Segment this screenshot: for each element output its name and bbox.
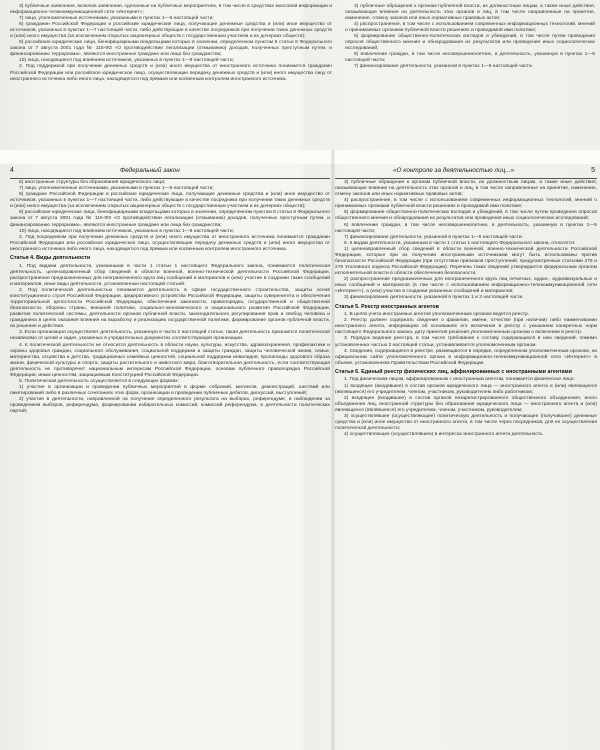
paragraph: 4) распространение, в том числе с использованием современных информационных технологий, мнений о принимаемых органами публичной власти решениях и проводимой ими политике; [335, 198, 597, 210]
paragraph: 1. Под физическим лицом, аффилированным с иностранным агентом, понимается физическое лицо: [344, 377, 575, 383]
paragraph: 2) участие в деятельности, направленной на получение определенного результата на выборах, референдуме, в наблюдении за проведением выборов, референдума, формировании избирательных комиссий, комиссий референдума, в деятельности политических партий; [10, 397, 330, 415]
article-5-heading: Статья 5. Реестр иностранных агентов [335, 304, 439, 311]
left-page-header [10, 164, 330, 179]
paragraph: 1) входящее (входившее) в состав органов юридического лица — иностранного агента и (или) являющееся (являвшееся) его учредителем, членом, участником, руководителем либо работником; [335, 383, 597, 395]
top-paragraph: 3) публичные обращения к органам публичной власти, их должностным лицам, а также иные действия, оказывающие влияние на деятельность этих органов и лиц, в том числе направленные на принятие, изменение, отмену законов или иных нормативных правовых актов; [345, 4, 595, 22]
top-paragraph: 7) лица, уполномоченные источниками, указанными в пунктах 1—6 настоящей части; [19, 16, 214, 22]
paragraph: 7) финансирование деятельности, указанной в пунктах 1—6 настоящей части. [344, 234, 524, 240]
paragraph: 2) распространение предназначенных для неограниченного круга лиц печатных, аудио-, аудиовизуальных и иных сообщений и материалов (в том числе с использованием информационно-телекоммуникационной сети «Интернет»), а (или) участие в создании указанных сообщений и материалов; [335, 277, 597, 295]
paragraph: 4. К политической деятельности не относится деятельность в области науки, культуры, искусства, здравоохранения, профилактики и охраны здоровья граждан, социального обслуживания, социальной поддержки и защиты граждан, защиты человеческой жизни, семьи, материнства, отцовства и детства, традиционных семейных ценностей, социальной поддержки инвалидов, пропаганды здорового образа жизни, физической культуры и спорта, защиты растительного и животного мира, благотворительная деятельность, если соответствующая деятельность не противоречит национальным интересам Российской Федерации, основам публичного правопорядка Российской Федерации, иным ценностям, защищаемым Конституцией Российской Федерации. [10, 342, 330, 378]
article-6-heading: Статья 6. Единый реестр физических лиц, аффилированных с иностранными агентами [335, 369, 572, 376]
top-left-column [10, 4, 332, 83]
paragraph: 3) публичные обращения к органам публичной власти, их должностным лицам, а также иные действия, оказывающие влияние на деятельность этих органов и лиц, в том числе направленные на принятие, изменение, отмену законов или иных нормативных правовых актов; [335, 180, 597, 198]
paragraph: 2. Под политической деятельностью понимается деятельность в сфере государственного строительства, защиты основ конституционного строя Российской Федерации, федеративного устройства Российской Федерации, защиты суверенитета и обеспечения территориальной целостности Российской Федерации, обеспечения законности, правопорядка, государственной и общественной безопасности, обороны страны, внешней политики, социально-экономического и национального развития Российской Федерации, развития политической системы, деятельности органов публичной власти, законодательного регулирования прав и свобод человека и гражданина в целях оказания влияния на выработку и реализацию государственной политики, формирование органов публичной власти, их решения и действия. [10, 287, 330, 330]
paragraph: 7) лица, уполномоченные источниками, указанными в пунктах 1—6 настоящей части; [19, 186, 214, 192]
paragraph: 4) осуществляющее (осуществлявшее) в интересах иностранного агента деятельность [344, 432, 543, 438]
top-paragraph: 3) публичные заявления, включая заявления, сделанные на публичных мероприятиях, в том числе в средствах массовой информации и информационно-телекоммуникационной сети «Интернет»; [10, 4, 332, 16]
top-right-column [345, 4, 595, 71]
left-page-column [10, 180, 330, 415]
article-4-heading: Статья 4. Виды деятельности [10, 255, 91, 262]
right-page-header [335, 164, 597, 179]
paragraph: 2. Реестр должен содержать сведения о фамилии, имени, отчестве (при наличии) либо наименовании иностранного агента, информацию об основаниях его включения в реестр с указанием конкретных норм настоящего Федерального закона, дату принятия решения уполномоченным органом о включении в реестр. [335, 318, 597, 336]
top-paragraph: 5) формирование общественно-политических взглядов и убеждений, в том числе путем проведения опросов общественного мнения и обнародования их результатов или проведения иных социологических исследований; [345, 34, 595, 52]
top-paragraph: 6) вовлечение граждан, в том числе несовершеннолетних, в деятельность, указанную в пунктах 1—5 настоящей части; [345, 52, 595, 64]
top-paragraph: 9) российские юридические лица, бенефициарными владельцами которых в значении, определенном пунктом 8 статьи 6 Федерального закона от 7 августа 2001 года № 115-ФЗ «О противодействии легализации (отмыванию) доходов, полученных преступным путем, и финансированию терроризма», являются иностранные граждане или лица без гражданства; [10, 40, 332, 58]
paragraph: 6. К видам деятельности, указанным в части 1 статьи 1 настоящего Федерального закона, относятся: [344, 240, 576, 246]
paragraph: 1. Под видами деятельности, указанными в части 1 статьи 1 настоящего Федерального закона, понимаются политическая деятельность, целенаправленный сбор сведений в области военной, военно-технической деятельности Российской Федерации, распространение предназначенных для неограниченного круга лиц сообщений и материалов и (или) участие в создании таких сообщений и материалов, иные виды деятельности, установленные настоящей статьей. [10, 263, 330, 287]
paragraph: 3. Порядок ведения реестра, в том числе требования к составу содержащихся в нем сведений, помимо установленных частью 2 настоящей статьи, устанавливается уполномоченным органом. [335, 336, 597, 348]
paragraph: 1) участие в организации и проведении публичных мероприятий в форме собраний, митингов, демонстраций, шествий или пикетирований либо в различных сочетаниях этих форм, организации и проведении публичных дебатов, дискуссий, выступлений; [10, 385, 330, 397]
right-page-column [335, 180, 597, 438]
right-running-title: «О контроле за деятельностью лиц...» [393, 167, 515, 174]
paragraph: 2. Под посредником при получении денежных средств и (или) иного имущества от иностранного источника понимается гражданин Российской Федерации или российское юридическое лицо, осуществляющие передачу денежных средств и (или) иного имущества от иностранного источника либо иного лица, находящегося под прямым или косвенным контролем иностранного источника. [10, 234, 330, 252]
paragraph: 9) российские юридические лица, бенефициарными владельцами которых в значении, определенном пунктом 8 статьи 6 Федерального закона от 7 августа 2001 года № 115-ФЗ «О противодействии легализации (отмыванию) доходов, полученных преступным путем, и финансированию терроризма», являются иностранные граждане или лица без гражданства; [10, 210, 330, 228]
top-paragraph: 4) распространение, в том числе с использованием современных информационных технологий, мнений о принимаемых органами публичной власти решениях и проводимой ими политике; [345, 22, 595, 34]
top-paragraph: 8) гражданин Российской Федерации и российские юридические лица, получающие денежные средства и (или) иное имущество от источников, указанных в пунктах 1—7 настоящей части, либо действующие в качестве посредников при получении таких денежных средств и (или) иного имущества (за исключением открытых акционерных обществ с государственным участием и их дочерних обществ); [10, 22, 332, 40]
paragraph: 1) целенаправленный сбор сведений в области военной, военно-технической деятельности Российской Федерации, которые при их получении иностранными источниками могут быть использованы против безопасности Российской Федерации (при отсутствии признаков преступлений, предусмотренных статьями 275 и 276 Уголовного кодекса Российской Федерации). Перечень таких сведений утверждается федеральным органом исполнительной власти в области обеспечения безопасности; [335, 246, 597, 277]
top-paragraph: 7) финансирование деятельности, указанной в пунктах 1—6 настоящей части. [354, 64, 534, 70]
paragraph: 8) граждане Российской Федерации и российские юридические лица, получающие денежные средства и (или) иное имущество от источников, указанных в пунктах 1—7 настоящей части, либо действующие в качестве посредника при получении таких денежных средств и (или) иного имущества (за исключением открытых акционерных обществ с государственным участием и их дочерних обществ); [10, 192, 330, 210]
left-page-number: 4 [10, 167, 14, 174]
left-running-title: Федеральный закон [120, 167, 180, 174]
paragraph: 2) входящее (входившее) в состав органов незарегистрированного общественного объединения, иного объединения лиц, иностранной структуры без образования юридического лица — иностранного агента и (или) являющееся (являвшееся) его учредителем, членом, участником, руководителем; [335, 395, 597, 413]
paragraph: 4. Сведения, содержащиеся в реестре, размещаются в порядке, определенном уполномоченным органом, на официальном сайте уполномоченного органа в информационно-телекоммуникационной сети «Интернет» в объеме, установленном Правительством Российской Федерации. [335, 348, 597, 366]
paragraph: 6) вовлечение граждан, в том числе несовершеннолетних, в деятельность, указанную в пунктах 1—5 настоящей части; [335, 222, 597, 234]
top-paragraph: 10) лица, находящиеся под влиянием источников, указанных в пунктах 1—9 настоящей части; [19, 58, 234, 64]
page-gap [0, 150, 600, 164]
paragraph: 3. Если организация осуществляет деятельность, указанную в части 2 настоящей статьи, такая деятельность признается политической независимо от целей и задач, указанных в учредительных документах соответствующей организации. [10, 330, 330, 342]
paragraph: 5) формирование общественно-политических взглядов и убеждений, в том числе путем проведения опросов общественного мнения и обнародования их результатов или проведения иных социологических исследований; [335, 210, 597, 222]
top-paragraph: 2. Под поддержкой при получении денежных средств и (или) иного имущества от иностранного источника понимается гражданин Российской Федерации или российское юридическое лицо, осуществляющие передачу денежных средств и (или) иного имущества лицу от иностранного источника либо иного лица, находящегося под прямым или косвенным контролем иностранного источника. [10, 64, 332, 82]
paragraph: 3) осуществлявшее (осуществляющее) политическую деятельность и получающее (получавшее) денежные средства и (или) иное имущество от иностранного агента, в том числе через посредников, для ее осуществления политической деятельности; [335, 413, 597, 432]
paragraph: 10) лица, находящиеся под влиянием источников, указанных в пунктах 1—9 настоящей части; [19, 228, 234, 234]
previous-spread-fragment [0, 0, 600, 150]
paragraph: 1. В целях учета иностранных агентов уполномоченным органом ведется реестр. [344, 312, 530, 318]
right-page-number: 5 [591, 167, 595, 174]
paragraph: 6) иностранные структуры без образования юридического лица; [19, 180, 166, 185]
paragraph: 5. Политическая деятельность осуществляется в следующих формах: [19, 379, 180, 385]
paragraph: 3) финансирование деятельности, указанной в пунктах 1 и 2 настоящей части. [344, 295, 524, 301]
